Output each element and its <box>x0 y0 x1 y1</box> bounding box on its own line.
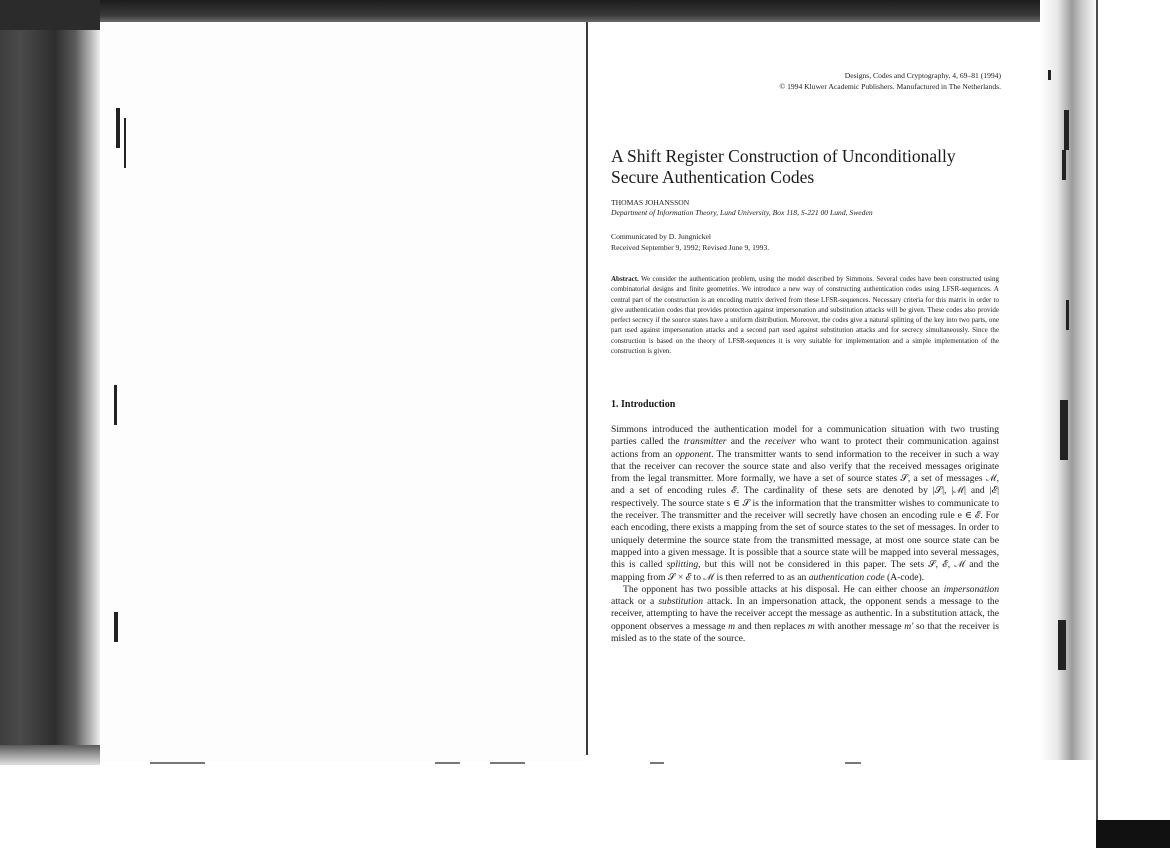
book-binding-shadow <box>0 0 100 765</box>
abstract-label: Abstract. <box>611 275 639 283</box>
scan-mark <box>114 612 118 642</box>
section-heading: 1. Introduction <box>611 399 676 410</box>
scan-line <box>435 762 460 764</box>
paper-title <box>611 146 991 188</box>
text-run: who want to protect their communication against actions from an <box>611 436 999 460</box>
text-run: (A-code). <box>884 571 925 583</box>
scan-line <box>490 762 525 764</box>
text-run: The opponent has two possible attacks at his disposal. He can either choose an <box>623 583 944 595</box>
right-page-edge-shadow <box>1040 0 1098 760</box>
scan-mark <box>1060 400 1068 460</box>
italic-term: receiver <box>764 436 796 448</box>
scan-mark <box>1066 300 1069 330</box>
editorial-info <box>611 231 1001 253</box>
received-dates: Received September 9, 1992; Revised June 9, 1993. <box>611 243 770 252</box>
text-run: Simmons introduced the authentication model for a communication situation with two trusting parties called the <box>611 424 999 448</box>
text-run: attack. In an impersonation attack, the opponent sends a message to the receiver, attempting to have the receiver accept the message as authentic. In a substitution attack, the opponent observes a message <box>611 596 999 632</box>
title-line-1: A Shift Register Construction of Unconditionally <box>611 146 956 166</box>
italic-term: splitting <box>666 559 699 571</box>
scan-mark <box>116 108 120 148</box>
italic-term: m' <box>904 620 914 632</box>
binding-fade <box>0 745 100 765</box>
text-run: , but this will not be considered in this paper. The sets 𝒮, ℰ, ℳ and the mapping from 𝒮 × ℰ to ℳ is then referred to as an <box>611 559 999 583</box>
paragraph-1 <box>611 424 999 584</box>
communicated-by: Communicated by D. Jungnickel <box>611 232 711 241</box>
abstract <box>611 274 999 356</box>
journal-citation: Designs, Codes and Cryptography, 4, 69–81 (1994) <box>844 71 1001 80</box>
italic-term: m <box>728 620 736 632</box>
journal-header <box>611 70 1001 92</box>
scan-mark <box>1064 110 1069 150</box>
text-run: and the <box>726 436 765 448</box>
italic-term: impersonation <box>943 583 999 595</box>
title-line-2: Secure Authentication Codes <box>611 167 815 187</box>
italic-term: substitution <box>658 596 704 608</box>
paragraph-2 <box>611 584 999 645</box>
scan-mark <box>1058 620 1066 670</box>
scan-mark <box>114 385 117 425</box>
top-scan-edge <box>0 0 1096 22</box>
page-spine <box>586 22 588 755</box>
abstract-text: We consider the authentication problem, using the model described by Simmons. Several codes have been constructed using combinatorial designs and finite geometries. We introduce a new way of constructing authentication codes using LFSR-sequences. A central part of the construction is an encoding matrix derived from these LFSR-sequences. Necessary criteria for this matrix in order to give authentication codes that provides protection against impersonation and substitution attacks will be given. These codes also provide perfect secrecy if the source states have a uniform distribution. Moreover, the codes give a natural splitting of the key into two parts, one part used against impersonation attacks and a second part used against substitution attacks and for secrecy simultaneously. Since the construction is based on the theory of LFSR-sequences it is very suitable for implementation and a simple implementation of the construction is given. <box>611 275 999 356</box>
scan-mark <box>124 118 126 168</box>
right-blank-margin <box>1098 0 1170 820</box>
scan-line <box>650 762 664 764</box>
italic-term: transmitter <box>683 436 727 448</box>
scan-line <box>845 762 861 764</box>
author-affiliation: Department of Information Theory, Lund University, Box 118, S-221 00 Lund, Sweden <box>611 208 873 217</box>
section-body <box>611 424 999 645</box>
text-run: and then replaces <box>735 620 808 632</box>
copyright-line: © 1994 Kluwer Academic Publishers. Manufactured in The Netherlands. <box>779 82 1001 91</box>
text-run: attack or a <box>611 596 659 608</box>
italic-term: m <box>807 620 815 632</box>
italic-term: opponent <box>675 448 712 460</box>
scan-mark <box>1062 150 1066 180</box>
author-block <box>611 198 1001 218</box>
scan-mark <box>1048 70 1051 80</box>
italic-term: authentication code <box>808 571 885 583</box>
text-run: so that the receiver is misled as to the state of the source. <box>611 620 1000 645</box>
author-name: THOMAS JOHANSSON <box>611 198 690 207</box>
scan-line <box>150 762 205 764</box>
bottom-right-scan-corner <box>1096 820 1170 848</box>
text-run: with another message <box>814 620 905 632</box>
top-left-scan-corner <box>0 0 100 30</box>
text-run: . The transmitter wants to send information to the receiver in such a way that the receiver can recover the source state and also verify that the received messages originate from the legal transmitter. More formally, we have a set of source states 𝒮, a set of messages ℳ, and a set of encoding rules ℰ. The cardinality of these sets are denoted by |𝒮|, |ℳ| and |ℰ| respectively. The source state s ∈ 𝒮 is the information that the transmitter wishes to communicate to the receiver. The transmitter and the receiver will secretly have chosen an encoding rule e ∈ ℰ. For each encoding, there exists a mapping from the set of source states to the set of messages. In order to uniquely determine the source state from the transmitted message, at most one source state can be mapped into a given message. It is possible that a source state will be mapped into several messages, this is called <box>611 448 999 571</box>
left-blank-page <box>100 22 586 762</box>
